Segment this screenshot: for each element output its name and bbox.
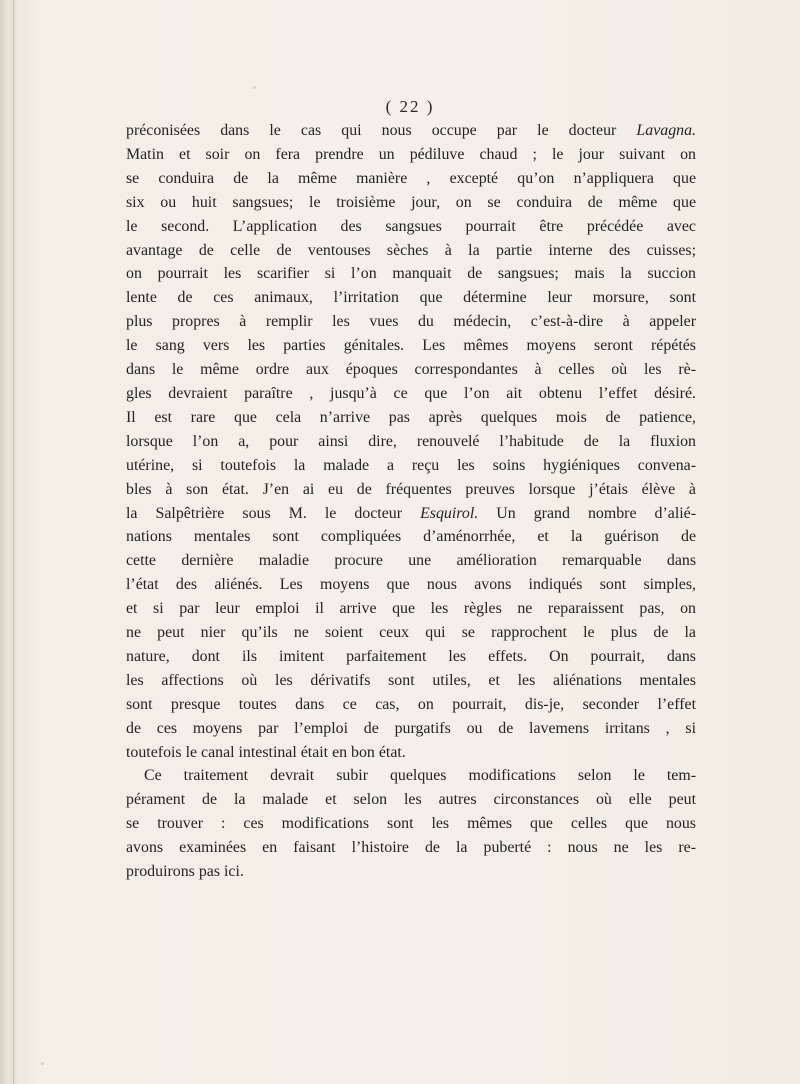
text-line: Il est rare que cela n’arrive pas après quelques mois de patience, bbox=[126, 408, 696, 426]
text-line: cette dernière maladie procure une amélioration remarquable dans bbox=[126, 552, 696, 570]
text-line: Matin et soir on fera prendre un pédiluve chaud ; le jour suivant on bbox=[126, 145, 696, 163]
book-spine-shadow bbox=[0, 0, 20, 1084]
text-line: dans le même ordre aux époques correspondantes à celles où les rè- bbox=[126, 361, 696, 379]
text-line: on pourrait les scarifier si l’on manquait de sangsues; mais la succion bbox=[126, 265, 696, 283]
text-line: pérament de la malade et selon les autres circonstances où elle peut bbox=[126, 791, 696, 809]
text-line: les affections où les dérivatifs sont utiles, et les aliénations mentales bbox=[126, 671, 696, 689]
text-line: lente de ces animaux, l’irritation que détermine leur morsure, sont bbox=[126, 289, 696, 307]
text-line: se conduira de la même manière , excepté qu’on n’appliquera que bbox=[126, 169, 696, 187]
gutter-line bbox=[13, 0, 14, 1084]
text-line: avantage de celle de ventouses sèches à la partie interne des cuisses; bbox=[126, 241, 696, 259]
text-line: la Salpêtrière sous M. le docteur Esquirol. Un grand nombre d’alié- bbox=[126, 504, 697, 522]
text-line: avons examinées en faisant l’histoire de la puberté : nous ne les re- bbox=[126, 839, 696, 857]
text-line: l’état des aliénés. Les moyens que nous avons indiqués sont simples, bbox=[126, 576, 696, 594]
text-line: nature, dont ils imitent parfaitement les effets. On pourrait, dans bbox=[126, 647, 696, 665]
text-line: toutefois le canal intestinal était en bon état. bbox=[126, 743, 406, 761]
text-line: sont presque toutes dans ce cas, on pourrait, dis-je, seconder l’effet bbox=[126, 695, 696, 713]
text-line: lorsque l’on a, pour ainsi dire, renouvelé l’habitude de la fluxion bbox=[126, 432, 696, 450]
italic-name: Lavagna. bbox=[636, 122, 696, 139]
page-body-text bbox=[126, 119, 696, 884]
text-line: se trouver : ces modifications sont les mêmes que celles que nous bbox=[126, 815, 696, 833]
text-line: et si par leur emploi il arrive que les règles ne reparaissent pas, on bbox=[126, 600, 696, 618]
text-line: le second. L’application des sangsues pourrait être précédée avec bbox=[126, 217, 696, 235]
paper-spot bbox=[253, 86, 256, 89]
text-line: préconisées dans le cas qui nous occupe par le docteur Lavagna. bbox=[126, 122, 696, 139]
paper-spot bbox=[41, 1062, 44, 1065]
paragraph bbox=[126, 764, 696, 884]
text-line: six ou huit sangsues; le troisième jour, on se conduira de même que bbox=[126, 193, 696, 211]
text-line: utérine, si toutefois la malade a reçu les soins hygiéniques convena- bbox=[126, 456, 696, 474]
text-line: bles à son état. J’en ai eu de fréquentes preuves lorsque j’étais élève à bbox=[126, 480, 696, 498]
page-number: ( 22 ) bbox=[385, 97, 435, 116]
paragraph bbox=[126, 119, 696, 764]
text-line: ne peut nier qu’ils ne soient ceux qui se rapprochent le plus de la bbox=[126, 624, 696, 642]
text-line: produirons pas ici. bbox=[126, 863, 244, 881]
text-line: nations mentales sont compliquées d’aménorrhée, et la guérison de bbox=[126, 528, 696, 546]
italic-name: Esquirol. bbox=[420, 504, 479, 522]
text-line: gles devraient paraître , jusqu’à ce que l’on ait obtenu l’effet désiré. bbox=[126, 384, 696, 402]
text-line: le sang vers les parties génitales. Les mêmes moyens seront répétés bbox=[126, 337, 696, 355]
text-line: de ces moyens par l’emploi de purgatifs ou de lavemens irritans , si bbox=[126, 719, 696, 737]
text-line: plus propres à remplir les vues du médecin, c’est-à-dire à appeler bbox=[126, 313, 696, 331]
text-line: Ce traitement devrait subir quelques modifications selon le tem- bbox=[144, 767, 696, 785]
